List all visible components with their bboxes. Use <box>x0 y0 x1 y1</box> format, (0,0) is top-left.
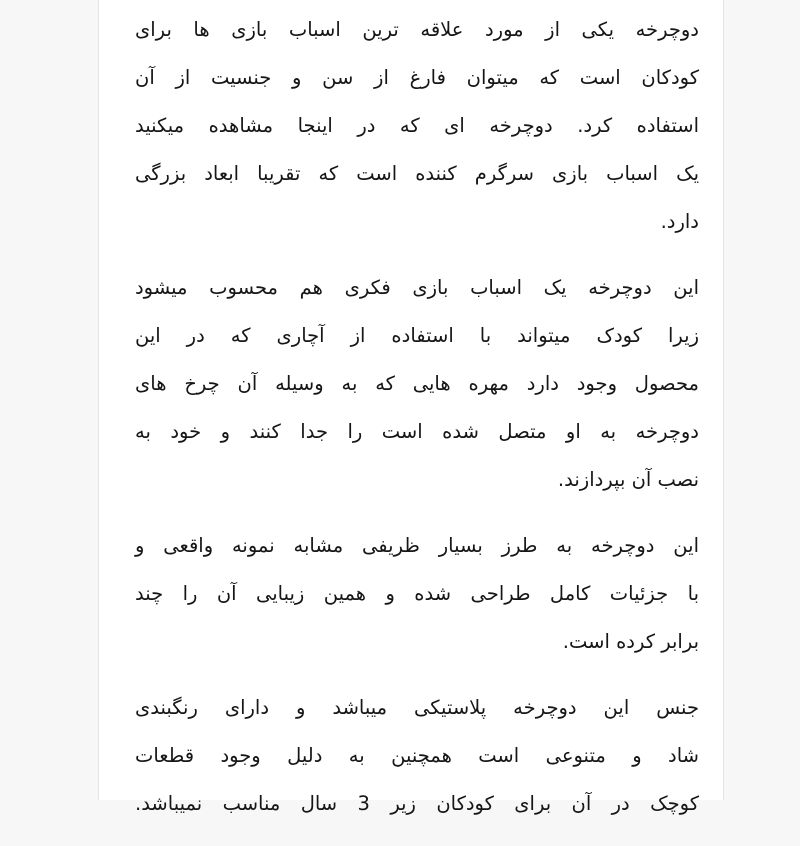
text-line: جنس این دوچرخه پلاستیکی میباشد و دارای رنگبندی <box>135 696 699 719</box>
text-line: با جزئیات کامل طراحی شده و همین زیبایی آن را چند <box>135 582 699 605</box>
text-line: محصول وجود دارد مهره هایی که به وسیله آن چرخ های <box>135 372 699 395</box>
paragraph-3 <box>135 522 699 666</box>
document-page <box>98 0 724 815</box>
text-line: دارد. <box>660 210 699 233</box>
text-line: این دوچرخه به طرز بسیار ظریفی مشابه نمونه واقعی و <box>135 534 699 557</box>
paragraph-2 <box>135 264 699 504</box>
text-line: نصب آن بپردازند. <box>557 468 699 491</box>
article-body <box>135 6 699 846</box>
text-line: دوچرخه به او متصل شده است را جدا کنند و خود به <box>135 420 699 443</box>
text-line: شاد و متنوعی است همچنین به دلیل وجود قطعات <box>135 744 699 767</box>
text-line: استفاده کرد. دوچرخه ای که در اینجا مشاهده میکنید <box>135 114 699 137</box>
text-line: کودکان است که میتوان فارغ از سن و جنسیت از آن <box>135 66 699 89</box>
text-line: زیرا کودک میتواند با استفاده از آچاری که در این <box>135 324 699 347</box>
text-line: کوچک در آن برای کودکان زیر 3 سال مناسب نمیباشد. <box>135 792 699 815</box>
text-line: این دوچرخه یک اسباب بازی فکری هم محسوب میشود <box>135 276 699 299</box>
paragraph-4 <box>135 684 699 828</box>
paragraph-1 <box>135 6 699 246</box>
text-line: برابر کرده است. <box>562 630 699 653</box>
text-line: یک اسباب بازی سرگرم کننده است که تقریبا ابعاد بزرگی <box>135 162 699 185</box>
text-line: دوچرخه یکی از مورد علاقه ترین اسباب بازی ها برای <box>135 18 699 41</box>
